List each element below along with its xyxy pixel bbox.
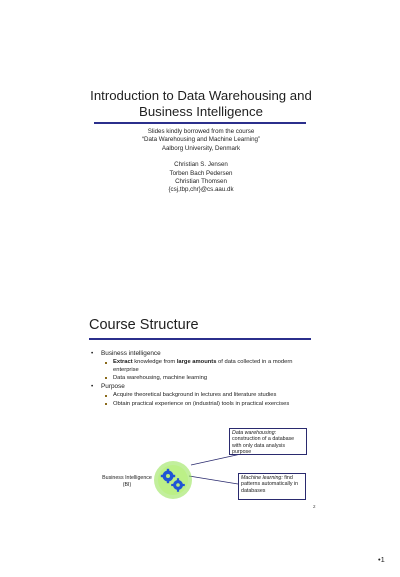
bullet-text: Business intelligence: [101, 350, 161, 357]
gears-icon: [153, 460, 193, 500]
data-warehousing-callout: [229, 428, 307, 455]
author-line: Christian S. Jensen: [174, 161, 228, 169]
page-marker: •1: [378, 555, 385, 564]
callout-term: Data warehousing:: [232, 430, 277, 436]
slide-page-number: 2: [313, 504, 316, 509]
credit-line: Slides kindly borrowed from the course: [147, 128, 255, 135]
machine-learning-callout: [238, 473, 306, 500]
sub-bullet-text: Acquire theoretical background in lectures and literature studies: [113, 392, 277, 399]
credit-line: Aalborg University, Denmark: [161, 144, 241, 152]
bullet-text: Purpose: [101, 383, 125, 391]
bi-label: Business Intelligence (BI): [102, 475, 152, 488]
callout-text: construction of a database with only data analysis purpose: [232, 436, 295, 456]
sub-bullet-text: knowledge from: [132, 359, 177, 366]
credits-block: [76, 128, 326, 195]
callout-term: Machine learning:: [241, 475, 283, 481]
emphasis-text: Extract: [113, 359, 133, 366]
course-structure-slide: [76, 308, 326, 523]
sub-bullet-text: Data warehousing, machine learning: [113, 374, 208, 381]
title-underline: [94, 122, 306, 124]
slide-title: Course Structure: [89, 317, 199, 333]
author-email: {csj,tbp,chr}@cs.aau.dk: [168, 186, 234, 194]
sub-bullet-text: of data collected in a modern enterprise: [113, 359, 293, 373]
sub-bullet-text: Obtain practical experience on (industrial) tools in practical exercises: [113, 400, 290, 407]
callout-text: find patterns automatically in databases: [241, 475, 299, 494]
bullet-dot-icon: •: [91, 350, 94, 357]
arrow-to-dw-box: [191, 454, 241, 465]
author-line: Christian Thomsen: [175, 178, 227, 186]
title-slide: [76, 70, 326, 240]
author-line: Torben Bach Pedersen: [169, 169, 233, 177]
slide-title: Introduction to Data Warehousing and Business Intelligence: [90, 88, 312, 119]
bullet-dot-icon: •: [91, 383, 94, 391]
credit-line: “Data Warehousing and Machine Learning”: [141, 136, 261, 144]
arrow-to-ml-box: [189, 476, 238, 484]
emphasis-text: large amounts: [176, 359, 217, 366]
